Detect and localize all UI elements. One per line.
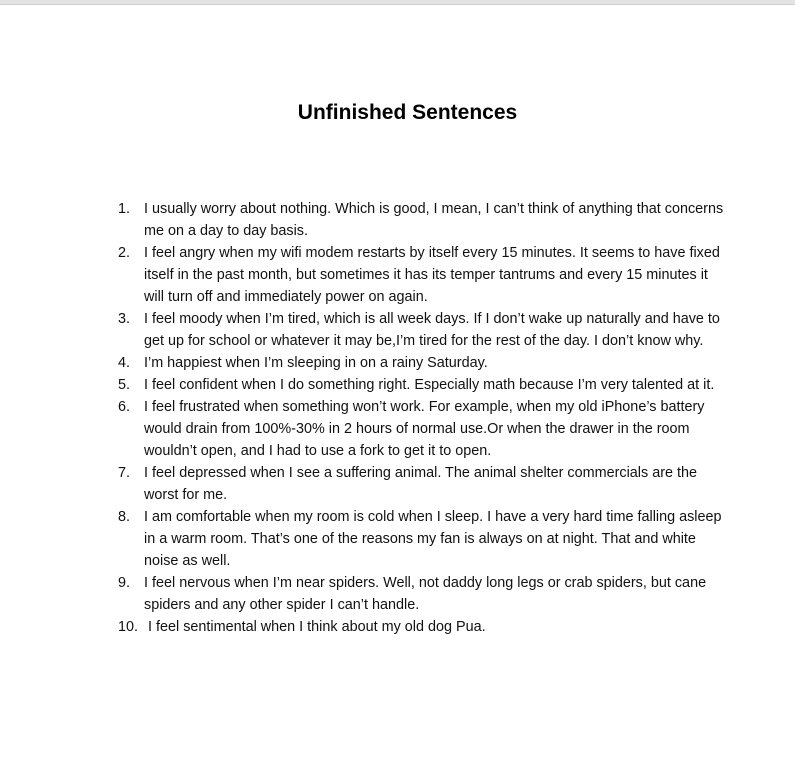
list-item-text: I feel nervous when I’m near spiders. Well, not daddy long legs or crab spiders, but cane spiders and any other spider I can’t handle. (144, 575, 707, 613)
list-item-number: 2. (118, 245, 131, 261)
list-item-text: I feel frustrated when something won’t work. For example, when my old iPhone’s battery would drain from 100%-30% in 2 hours of normal use.Or when the drawer in the room wouldn’t open, and I had to use a fork to get it to open. (144, 399, 705, 459)
list-item (118, 308, 728, 352)
list-item (118, 572, 728, 616)
list-item (118, 352, 728, 374)
list-item-number: 3. (118, 311, 131, 327)
list-item-text: I feel confident when I do something right. Especially math because I’m very talented at it. (144, 377, 715, 393)
list-item-text: I’m happiest when I’m sleeping in on a rainy Saturday. (144, 355, 488, 371)
list-item-number: 8. (118, 509, 131, 525)
list-item-text: I feel depressed when I see a suffering animal. The animal shelter commercials are the worst for me. (144, 465, 697, 503)
list-item-number: 10. (118, 619, 139, 635)
sentence-list (118, 198, 728, 638)
list-item-number: 1. (118, 201, 131, 217)
list-item-text: I usually worry about nothing. Which is good, I mean, I can’t think of anything that concerns me on a day to day basis. (144, 201, 724, 239)
list-item (118, 374, 728, 396)
list-item-number: 7. (118, 465, 131, 481)
list-item (118, 506, 728, 572)
document-title: Unfinished Sentences (297, 101, 518, 124)
list-item-text: I feel sentimental when I think about my old dog Pua. (148, 619, 486, 635)
list-item (118, 242, 728, 308)
list-item-text: I feel moody when I’m tired, which is all week days. If I don’t wake up naturally and have to get up for school or whatever it may be,I’m tired for the rest of the day. I don’t know why. (144, 311, 720, 349)
list-item (118, 462, 728, 506)
list-item-text: I am comfortable when my room is cold when I sleep. I have a very hard time falling asleep in a warm room. That’s one of the reasons my fan is always on at night. That and white noise as well. (144, 509, 722, 569)
list-item (118, 198, 728, 242)
list-item-number: 9. (118, 575, 131, 591)
list-item-number: 6. (118, 399, 131, 415)
list-item-number: 4. (118, 355, 131, 371)
document-page (0, 5, 795, 782)
list-item-text: I feel angry when my wifi modem restarts by itself every 15 minutes. It seems to have fixed itself in the past month, but sometimes it has its temper tantrums and every 15 minutes it will turn off and immediately power on again. (144, 245, 720, 305)
list-item (118, 616, 728, 638)
list-item-number: 5. (118, 377, 131, 393)
list-item (118, 396, 728, 462)
